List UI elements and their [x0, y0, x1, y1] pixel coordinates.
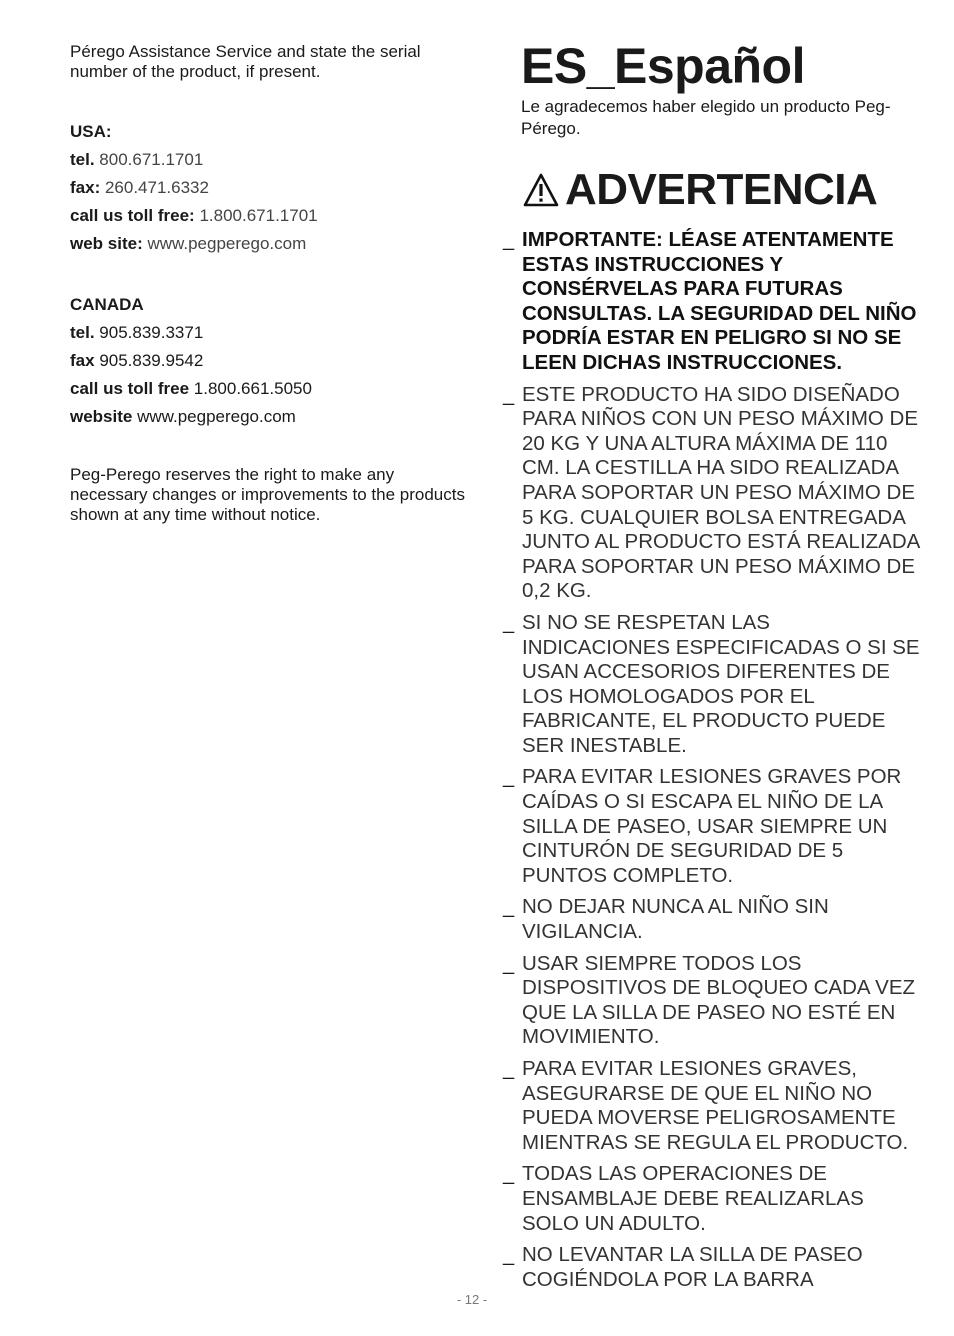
right-column — [503, 38, 923, 1299]
usa-contact-block — [70, 118, 470, 258]
list-item-text: USAR SIEMPRE TODOS LOS DISPOSITIVOS DE BLOQUEO CADA VEZ QUE LA SILLA DE PASEO NO ESTÉ EN MOVIMIENTO. — [522, 951, 916, 1049]
usa-website — [70, 230, 470, 258]
list-item — [503, 611, 923, 759]
canada-tel-value: 905.839.3371 — [99, 323, 204, 342]
bullet-dash: _ — [503, 611, 515, 634]
canada-tollfree — [70, 375, 470, 403]
bullet-dash: _ — [503, 766, 515, 789]
list-item-text: NO DEJAR NUNCA AL NIÑO SIN VIGILANCIA. — [522, 895, 829, 944]
list-item — [503, 952, 923, 1050]
warning-list — [503, 228, 923, 1292]
usa-fax — [70, 174, 470, 202]
canada-contact-block — [70, 291, 470, 431]
warning-heading — [523, 162, 923, 218]
usa-website-value: www.pegperego.com — [147, 234, 307, 253]
list-item — [503, 895, 923, 944]
intro-text: Pérego Assistance Service and state the serial number of the product, if present. — [70, 42, 421, 81]
language-title: ES_Español — [521, 38, 805, 94]
list-item — [503, 383, 923, 604]
rights-notice: Peg-Perego reserves the right to make any necessary changes or improvements to the products shown at any time without notice. — [70, 465, 465, 524]
usa-tel-value: 800.671.1701 — [99, 150, 204, 169]
canada-tollfree-label: call us toll free — [70, 379, 190, 398]
usa-website-label: web site: — [70, 234, 143, 253]
usa-tel — [70, 146, 470, 174]
list-item-text: TODAS LAS OPERACIONES DE ENSAMBLAJE DEBE REALIZARLAS SOLO UN ADULTO. — [522, 1162, 864, 1235]
usa-fax-label: fax: — [70, 178, 101, 197]
warning-title: ADVERTENCIA — [565, 165, 878, 214]
usa-fax-value: 260.471.6332 — [104, 178, 209, 197]
list-item — [503, 1243, 923, 1292]
canada-title: CANADA — [70, 295, 144, 314]
list-item-text: NO LEVANTAR LA SILLA DE PASEO COGIÉNDOLA POR LA BARRA — [522, 1243, 863, 1291]
list-item-text: IMPORTANTE: LÉASE ATENTAMENTE ESTAS INSTRUCCIONES Y CONSÉRVELAS PARA FUTURAS CONSULTAS. LA SEGURIDAD DEL NIÑO PODRÍA ESTAR EN PELIGRO SI NO SE LEEN DICHAS INSTRUCCIONES. — [522, 228, 917, 374]
canada-fax — [70, 347, 470, 375]
list-item-text: PARA EVITAR LESIONES GRAVES POR CAÍDAS O SI ESCAPA EL NIÑO DE LA SILLA DE PASEO, USAR SIEMPRE UN CINTURÓN DE SEGURIDAD DE 5 PUNTOS COMPLETO. — [522, 765, 902, 887]
usa-title: USA: — [70, 122, 112, 141]
left-column — [70, 42, 470, 542]
bullet-dash: _ — [503, 1058, 515, 1080]
usa-tel-label: tel. — [70, 150, 95, 169]
bullet-dash: _ — [503, 952, 515, 975]
bullet-dash: _ — [503, 1163, 515, 1186]
canada-tel-label: tel. — [70, 323, 95, 342]
usa-tollfree-label: call us toll free: — [70, 206, 195, 225]
thanks-text: Le agradecemos haber elegido un producto Peg-Pérego. — [521, 97, 891, 138]
canada-website — [70, 403, 470, 431]
list-item-text: PARA EVITAR LESIONES GRAVES, ASEGURARSE DE QUE EL NIÑO NO PUEDA MOVERSE PELIGROSAMENTE MIENTRAS SE REGULA EL PRODUCTO. — [522, 1057, 909, 1154]
bullet-dash: _ — [503, 229, 515, 251]
list-item-text: SI NO SE RESPETAN LAS INDICACIONES ESPECIFICADAS O SI SE USAN ACCESORIOS DIFERENTES DE LOS HOMOLOGADOS POR EL FABRICANTE, EL PRODUCTO PUEDE SER INESTABLE. — [522, 610, 920, 757]
canada-tel — [70, 319, 470, 347]
usa-tollfree-value: 1.800.671.1701 — [199, 206, 318, 225]
list-item — [503, 1162, 923, 1236]
bullet-dash: _ — [503, 896, 515, 919]
bullet-dash: _ — [503, 1244, 515, 1267]
list-item-text: ESTE PRODUCTO HA SIDO DISEÑADO PARA NIÑOS CON UN PESO MÁXIMO DE 20 KG Y UNA ALTURA MÁXIMA DE 110 CM. LA CESTILLA HA SIDO REALIZADA PARA SOPORTAR UN PESO MÁXIMO DE 5 KG. CUALQUIER BOLSA ENTREGADA JUNTO AL PRODUCTO ESTÁ REALIZADA PARA SOPORTAR UN PESO MÁXIMO DE 0,2 KG. — [522, 382, 920, 603]
canada-fax-label: fax — [70, 351, 95, 370]
canada-tollfree-value: 1.800.661.5050 — [193, 379, 312, 398]
list-item — [503, 1057, 923, 1155]
list-item — [503, 228, 923, 376]
usa-tollfree — [70, 202, 470, 230]
canada-website-label: website — [70, 407, 133, 426]
warning-triangle-icon — [523, 173, 559, 207]
canada-website-value: www.pegperego.com — [137, 407, 296, 426]
list-item — [503, 765, 923, 888]
page-number: - 12 - — [456, 1292, 488, 1307]
bullet-dash: _ — [503, 383, 515, 406]
canada-fax-value: 905.839.9542 — [99, 351, 204, 370]
